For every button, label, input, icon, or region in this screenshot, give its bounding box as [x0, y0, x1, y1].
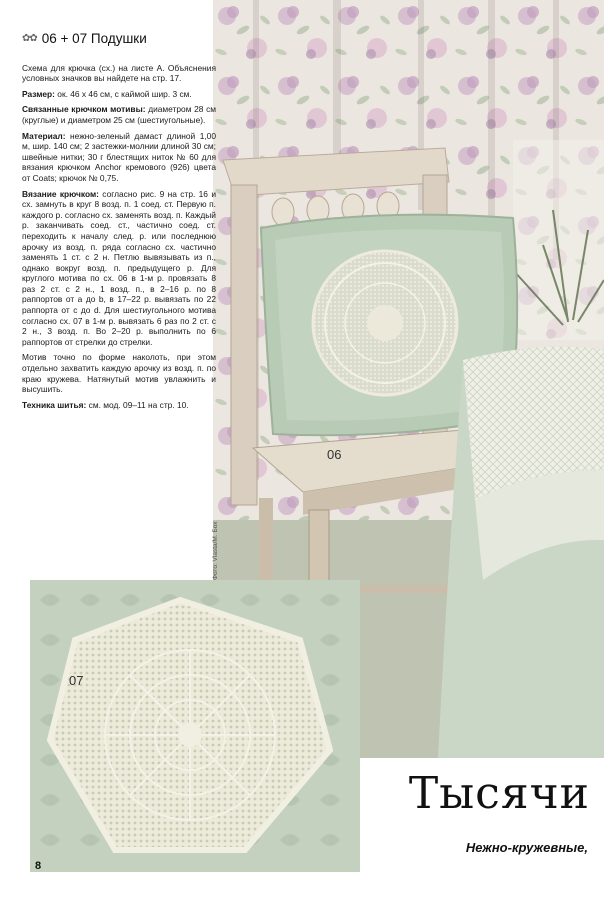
size-label: Размер:	[22, 88, 55, 99]
motifs-paragraph	[22, 104, 216, 125]
photo-credit: Фото: Vlasta/M. Бох	[212, 521, 219, 580]
material-label: Материал:	[22, 130, 66, 141]
material-paragraph	[22, 131, 216, 184]
model-label-07: 07	[69, 673, 84, 688]
sewing-paragraph	[22, 400, 216, 411]
sewing-text: см. мод. 09–11 на стр. 10.	[88, 399, 189, 410]
size-paragraph	[22, 89, 216, 100]
crochet-label: Вязание крючком:	[22, 188, 99, 199]
material-text: нежно-зеленый дамаст длиной 1,00 м, шир. 140 см; 2 застежки-молнии длиной 30 см; швейные нитки; 30 г блестящих ниток № 60 для вязания крючком Anchor кремового (926) цвета от Coats; крючок № 0,75.	[22, 130, 216, 183]
finishing-paragraph: Мотив точно по форме наколоть, при этом отдельно захватить каждую арочку из возд. п. по краю кружева. Натянутый мотив увлажнить и высушить.	[22, 352, 216, 395]
section-heading	[22, 31, 216, 46]
instructions-column	[22, 31, 217, 415]
hexagon-lace-photo	[30, 580, 360, 872]
motifs-text: диаметром 28 см (круглые) и диаметром 25 см (шестиугольные).	[22, 104, 217, 125]
page-subtitle: Нежно-кружевные,	[465, 840, 588, 855]
size-text: ок. 46 х 46 см, с каймой шир. 3 см.	[57, 88, 192, 99]
section-title: 06 + 07 Подушки	[41, 31, 147, 46]
crochet-text: согласно рис. 9 на стр. 16 и сх. замнуть в круг 8 возд. п. 1 соед. ст. Первую п. каждого р. согласно сх. заменять возд. п. Каждый р. заканчивать соед. ст., частично соед. ст. переходить к началу след. р. или последнюю арочку из возд. п. ряда согласно сх. частично заменять 1 ст. с 2 н. Петлю вывязывать из п., однако вокруг возд. п. предыдущего р. Для круглого мотива по сх. 06 в 1-м р. провязать 8 раз 2 ст. с 2 н., 1 возд. п., в 2–16 р. по 8 раппортов от а до b, в 17–22 р. вывязать по 22 раппорта от c до d. Для шестиугольного мотива согласно сх. 07 в 1-м р. вывязать 6 раз по 2 ст. с 2 н., 3 возд. п. Во 2–20 р. выполнить по 6 раппортов от стрелки до стрелки.	[22, 188, 216, 347]
model-label-06: 06	[327, 447, 342, 462]
motifs-label: Связанные крючком мотивы:	[22, 104, 146, 115]
crochet-paragraph	[22, 189, 216, 348]
page-title: Тысячи	[408, 768, 590, 819]
sewing-label: Техника шитья:	[22, 399, 87, 410]
page-number: 8	[35, 860, 42, 872]
flower-icon: ✿✿	[22, 33, 37, 44]
intro-text: Схема для крючка (сх.) на листе А. Объяснения условных значков вы найдете на стр. 17.	[22, 62, 216, 84]
